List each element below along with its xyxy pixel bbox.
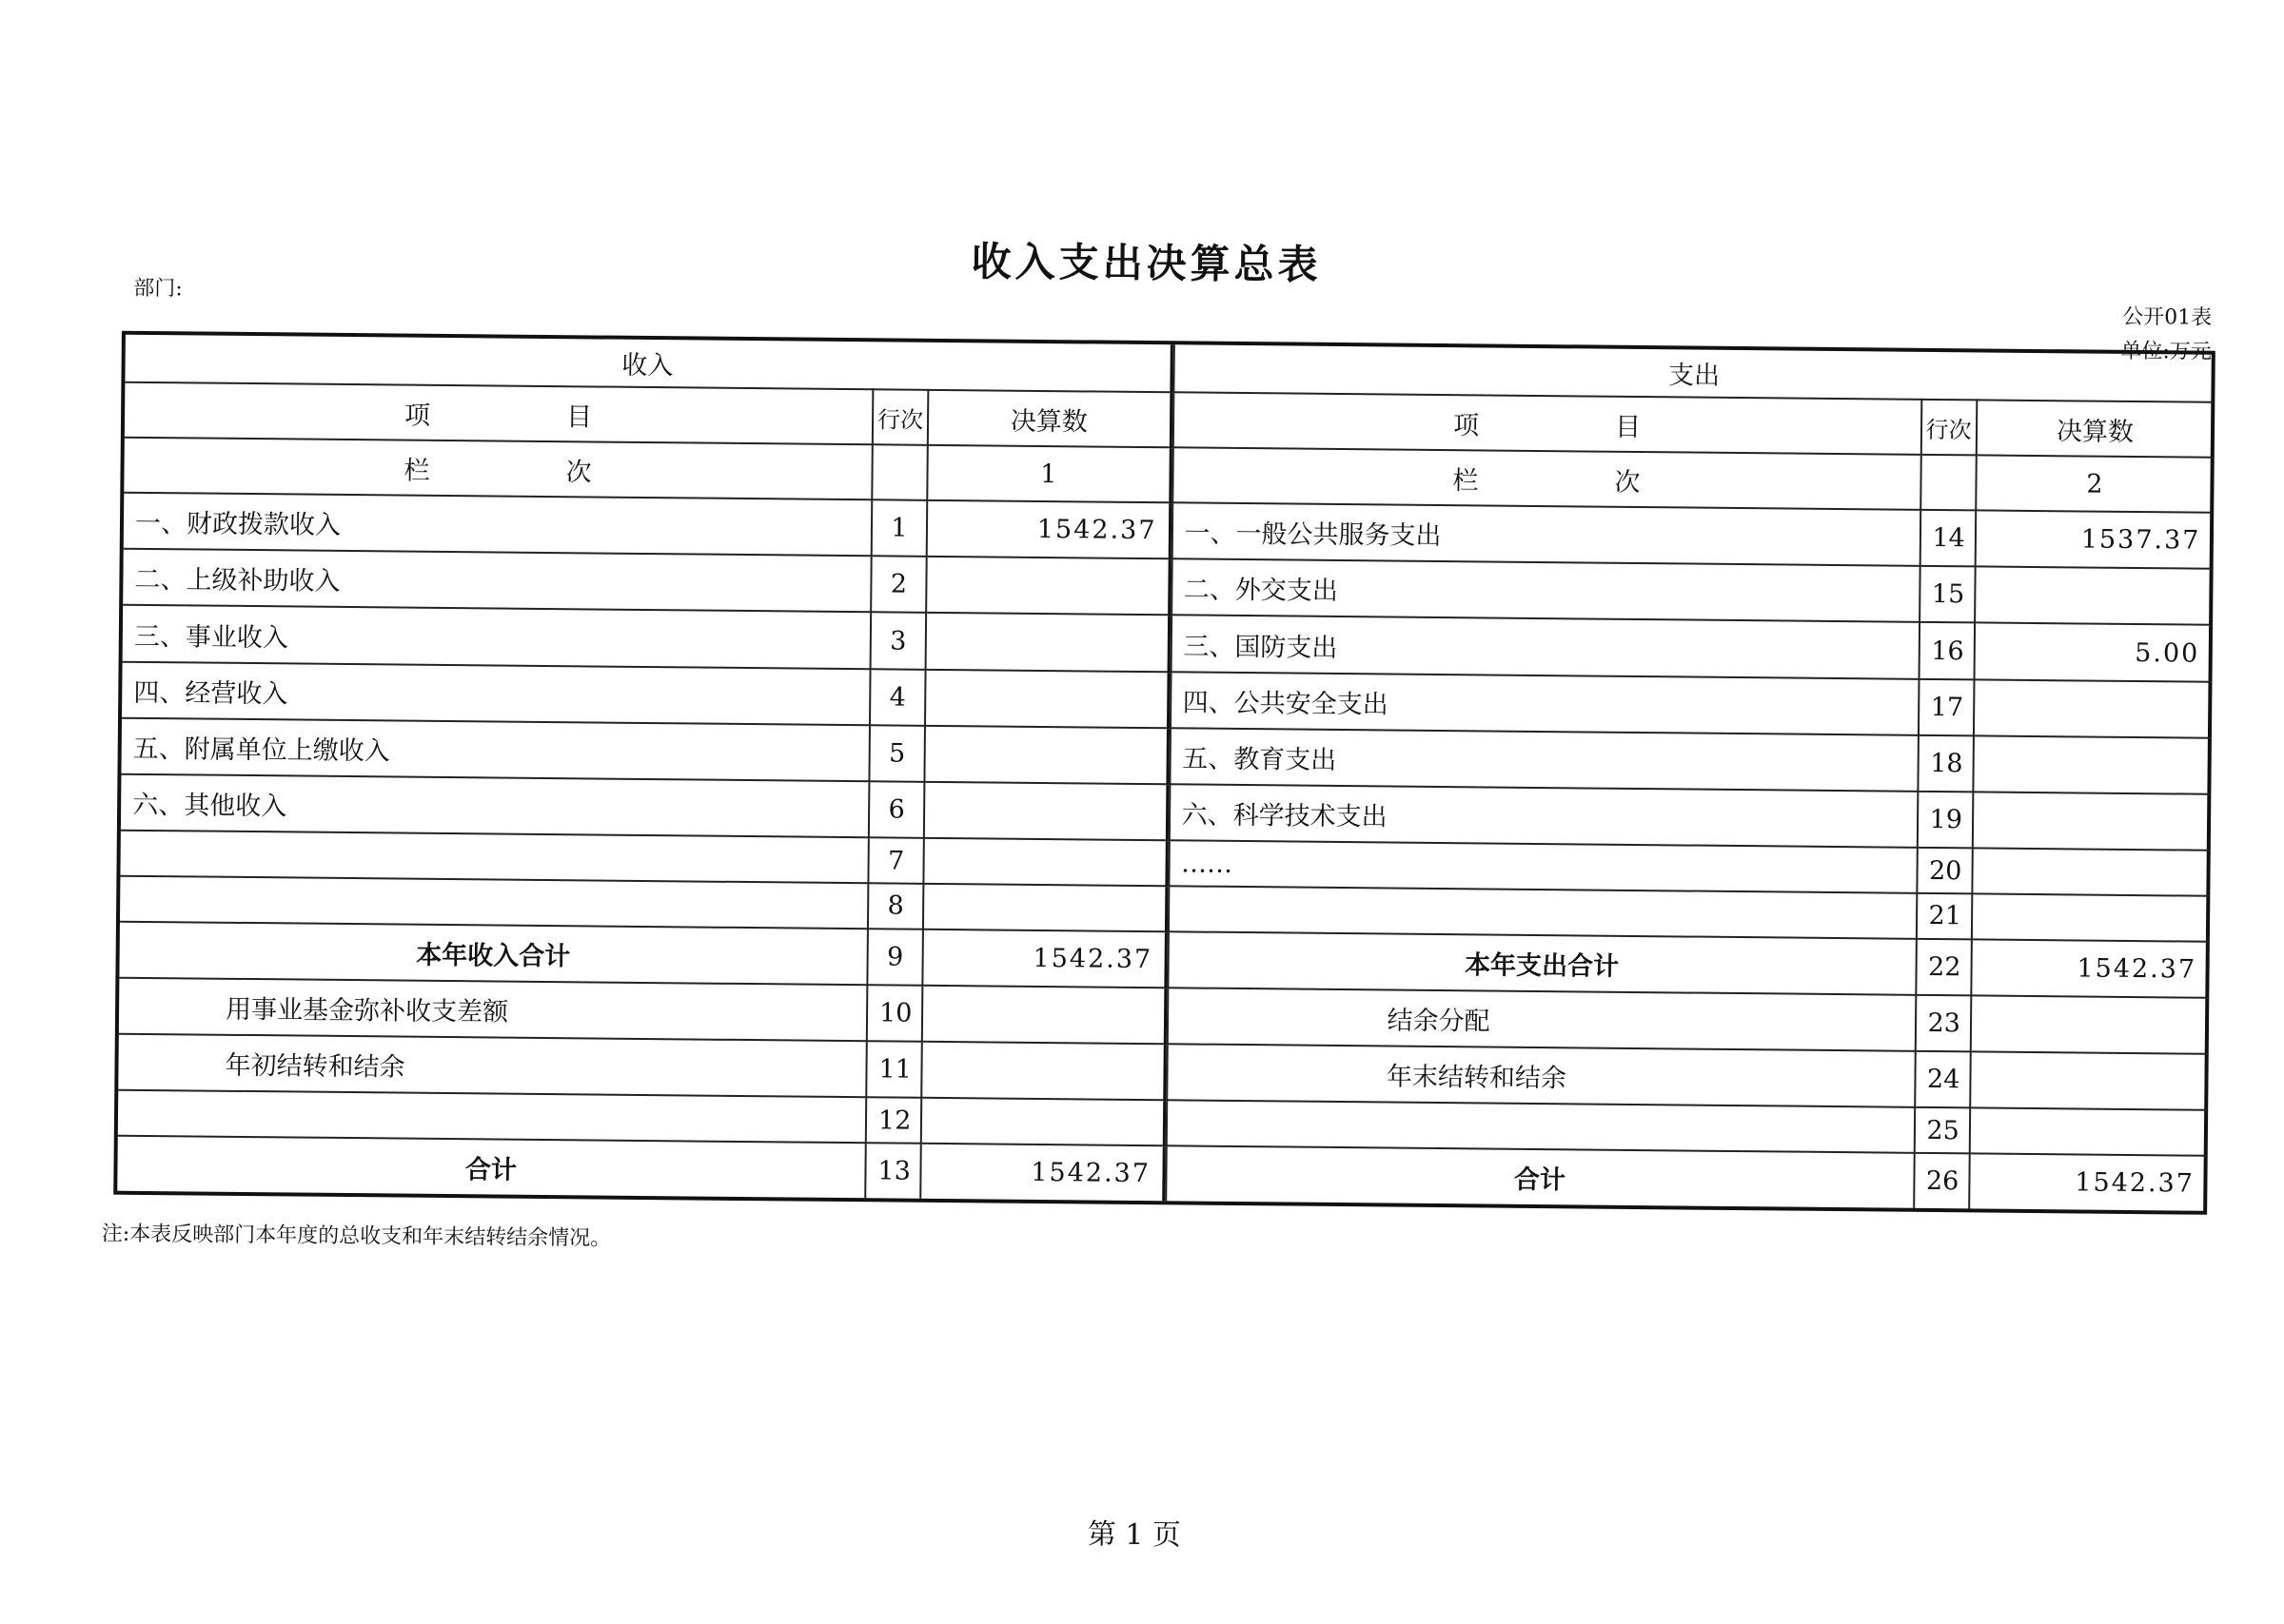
table-row: [119, 978, 1166, 1045]
income-line: 1: [872, 499, 928, 557]
income-amount: 1542.37: [927, 500, 1171, 559]
income-table: [117, 335, 1172, 1202]
expense-line: 19: [1917, 792, 1973, 849]
department-label: 部门:: [133, 276, 183, 302]
income-amount: [926, 557, 1170, 616]
income-amount: [926, 613, 1170, 672]
expense-line: 21: [1916, 893, 1971, 939]
expense-column-header-row: [1172, 392, 2214, 457]
expense-amount: [1971, 893, 2208, 941]
income-line: 7: [868, 838, 923, 884]
income-item: [118, 1090, 866, 1143]
income-line: 6: [869, 781, 925, 838]
budget-summary-table: [113, 331, 2215, 1215]
table-row: [1166, 1145, 2207, 1210]
expense-amount: 1542.37: [1969, 1153, 2207, 1210]
table-row: [1170, 672, 2211, 738]
expense-item: [1166, 1101, 1914, 1153]
table-row: [119, 921, 1166, 988]
income-amount: [924, 782, 1168, 841]
expense-line: 20: [1917, 848, 1972, 893]
table-row: [1172, 559, 2213, 626]
footnote: 注:本表反映部门本年度的总收支和年末结转结余情况。: [101, 1222, 612, 1251]
page-number: 第 1 页: [1087, 1517, 1182, 1553]
table-row: [1169, 784, 2210, 851]
expense-item: 年末结转和结余: [1167, 1044, 1916, 1107]
table-row: [122, 661, 1169, 728]
expense-item: 结余分配: [1167, 988, 1916, 1051]
table-row: [123, 549, 1170, 616]
income-grand-total-label: 合计: [117, 1136, 866, 1198]
table-row: [1170, 728, 2211, 794]
expense-column-number-row: [1172, 447, 2214, 512]
income-amount: [921, 1098, 1164, 1145]
expense-column-label: 栏 次: [1172, 447, 1921, 510]
expense-line: 17: [1918, 679, 1974, 736]
expense-year-total-label: 本年支出合计: [1168, 931, 1917, 995]
expense-table: [1165, 344, 2215, 1210]
income-item: [120, 876, 868, 929]
table-row: [1167, 1044, 2208, 1110]
expense-amount: [1975, 567, 2213, 626]
expense-line: 15: [1920, 566, 1976, 623]
expense-amount: [1972, 849, 2209, 896]
income-amount: [923, 838, 1166, 886]
expense-line: 18: [1918, 735, 1974, 792]
expense-line: 24: [1915, 1051, 1971, 1108]
expense-line: 26: [1914, 1153, 1970, 1208]
expense-amount: [1970, 995, 2208, 1054]
table-row: [124, 493, 1171, 559]
expense-line: 25: [1914, 1107, 1969, 1153]
form-code: 公开01表: [2122, 304, 2213, 330]
income-line: 11: [866, 1041, 922, 1098]
table-row: [1167, 988, 2208, 1054]
expense-amount: [1969, 1108, 2206, 1156]
expense-line: 22: [1916, 939, 1972, 996]
expense-column-line-empty: [1920, 455, 1977, 511]
income-item: 四、经营收入: [122, 661, 871, 725]
table-row: [118, 1034, 1165, 1101]
table-row: [1172, 502, 2213, 569]
income-amount: 1542.37: [922, 929, 1166, 988]
income-item: [120, 831, 868, 883]
unit-label: 单位:万元: [2120, 339, 2212, 364]
income-column-number-row: [124, 438, 1171, 503]
income-line: 2: [871, 556, 927, 613]
income-item: 一、财政拨款收入: [124, 493, 873, 557]
expense-amount: 1537.37: [1975, 510, 2213, 569]
income-line: 13: [865, 1143, 921, 1198]
income-column-label: 栏 次: [124, 438, 873, 500]
income-line: 4: [870, 669, 926, 726]
income-item: 二、上级补助收入: [123, 549, 872, 613]
income-line: 3: [871, 613, 927, 670]
expense-item: [1168, 886, 1916, 938]
expense-line-header: 行次: [1920, 400, 1977, 456]
expense-line: 16: [1919, 622, 1975, 679]
income-column-no: 1: [927, 445, 1171, 502]
expense-amount: [1972, 792, 2210, 851]
table-row: [1171, 616, 2212, 682]
income-item-header: 项 目: [125, 382, 874, 445]
expense-section-title: 支出: [1173, 344, 2214, 401]
income-amount: [925, 670, 1169, 729]
expense-amount-header: 决算数: [1976, 400, 2214, 457]
expense-amount: 1542.37: [1971, 939, 2209, 998]
table-row: [1168, 931, 2209, 998]
income-column-header-row: [125, 382, 1172, 448]
table-row: [121, 718, 1168, 785]
income-item: 年初结转和结余: [118, 1034, 867, 1098]
income-line-header: 行次: [873, 389, 929, 445]
income-line: 5: [869, 725, 925, 782]
income-item: 三、事业收入: [123, 605, 872, 669]
income-amount: [924, 726, 1168, 785]
income-line: 8: [868, 883, 923, 929]
expense-amount: 5.00: [1974, 623, 2212, 682]
income-amount: 1542.37: [920, 1144, 1164, 1201]
expense-item: 三、国防支出: [1171, 616, 1920, 679]
table-row: [117, 1136, 1164, 1201]
income-line: 9: [867, 929, 923, 986]
expense-item: 五、教育支出: [1170, 728, 1919, 792]
table-row: [123, 605, 1170, 672]
table-row: [121, 774, 1168, 841]
income-amount: [922, 986, 1166, 1045]
expense-amount: [1973, 735, 2211, 794]
expense-grand-total-label: 合计: [1166, 1145, 1915, 1207]
income-year-total-label: 本年收入合计: [119, 921, 868, 985]
expense-line: 23: [1915, 995, 1971, 1052]
expense-item-header: 项 目: [1172, 392, 1921, 455]
expense-item: 四、公共安全支出: [1170, 672, 1919, 735]
page-title: 收入支出决算总表: [971, 238, 1322, 288]
income-item: 六、其他收入: [121, 774, 870, 838]
expense-amount: [1973, 679, 2211, 738]
income-item: 五、附属单位上缴收入: [121, 718, 870, 782]
expense-item: 一、一般公共服务支出: [1172, 502, 1920, 566]
expense-item: 六、科学技术支出: [1169, 784, 1918, 848]
income-line: 10: [867, 985, 923, 1042]
income-line: 12: [866, 1098, 921, 1144]
expense-amount: [1970, 1052, 2208, 1111]
income-amount-header: 决算数: [928, 390, 1172, 447]
expense-column-no: 2: [1976, 455, 2214, 512]
income-item: 用事业基金弥补收支差额: [119, 978, 868, 1042]
income-amount: [921, 1042, 1165, 1101]
expense-item: ……: [1169, 841, 1917, 893]
income-column-line-empty: [872, 444, 928, 500]
income-section-title: 收入: [125, 335, 1171, 393]
income-amount: [923, 884, 1166, 931]
expense-item: 二、外交支出: [1172, 559, 1920, 623]
expense-line: 14: [1920, 510, 1976, 567]
